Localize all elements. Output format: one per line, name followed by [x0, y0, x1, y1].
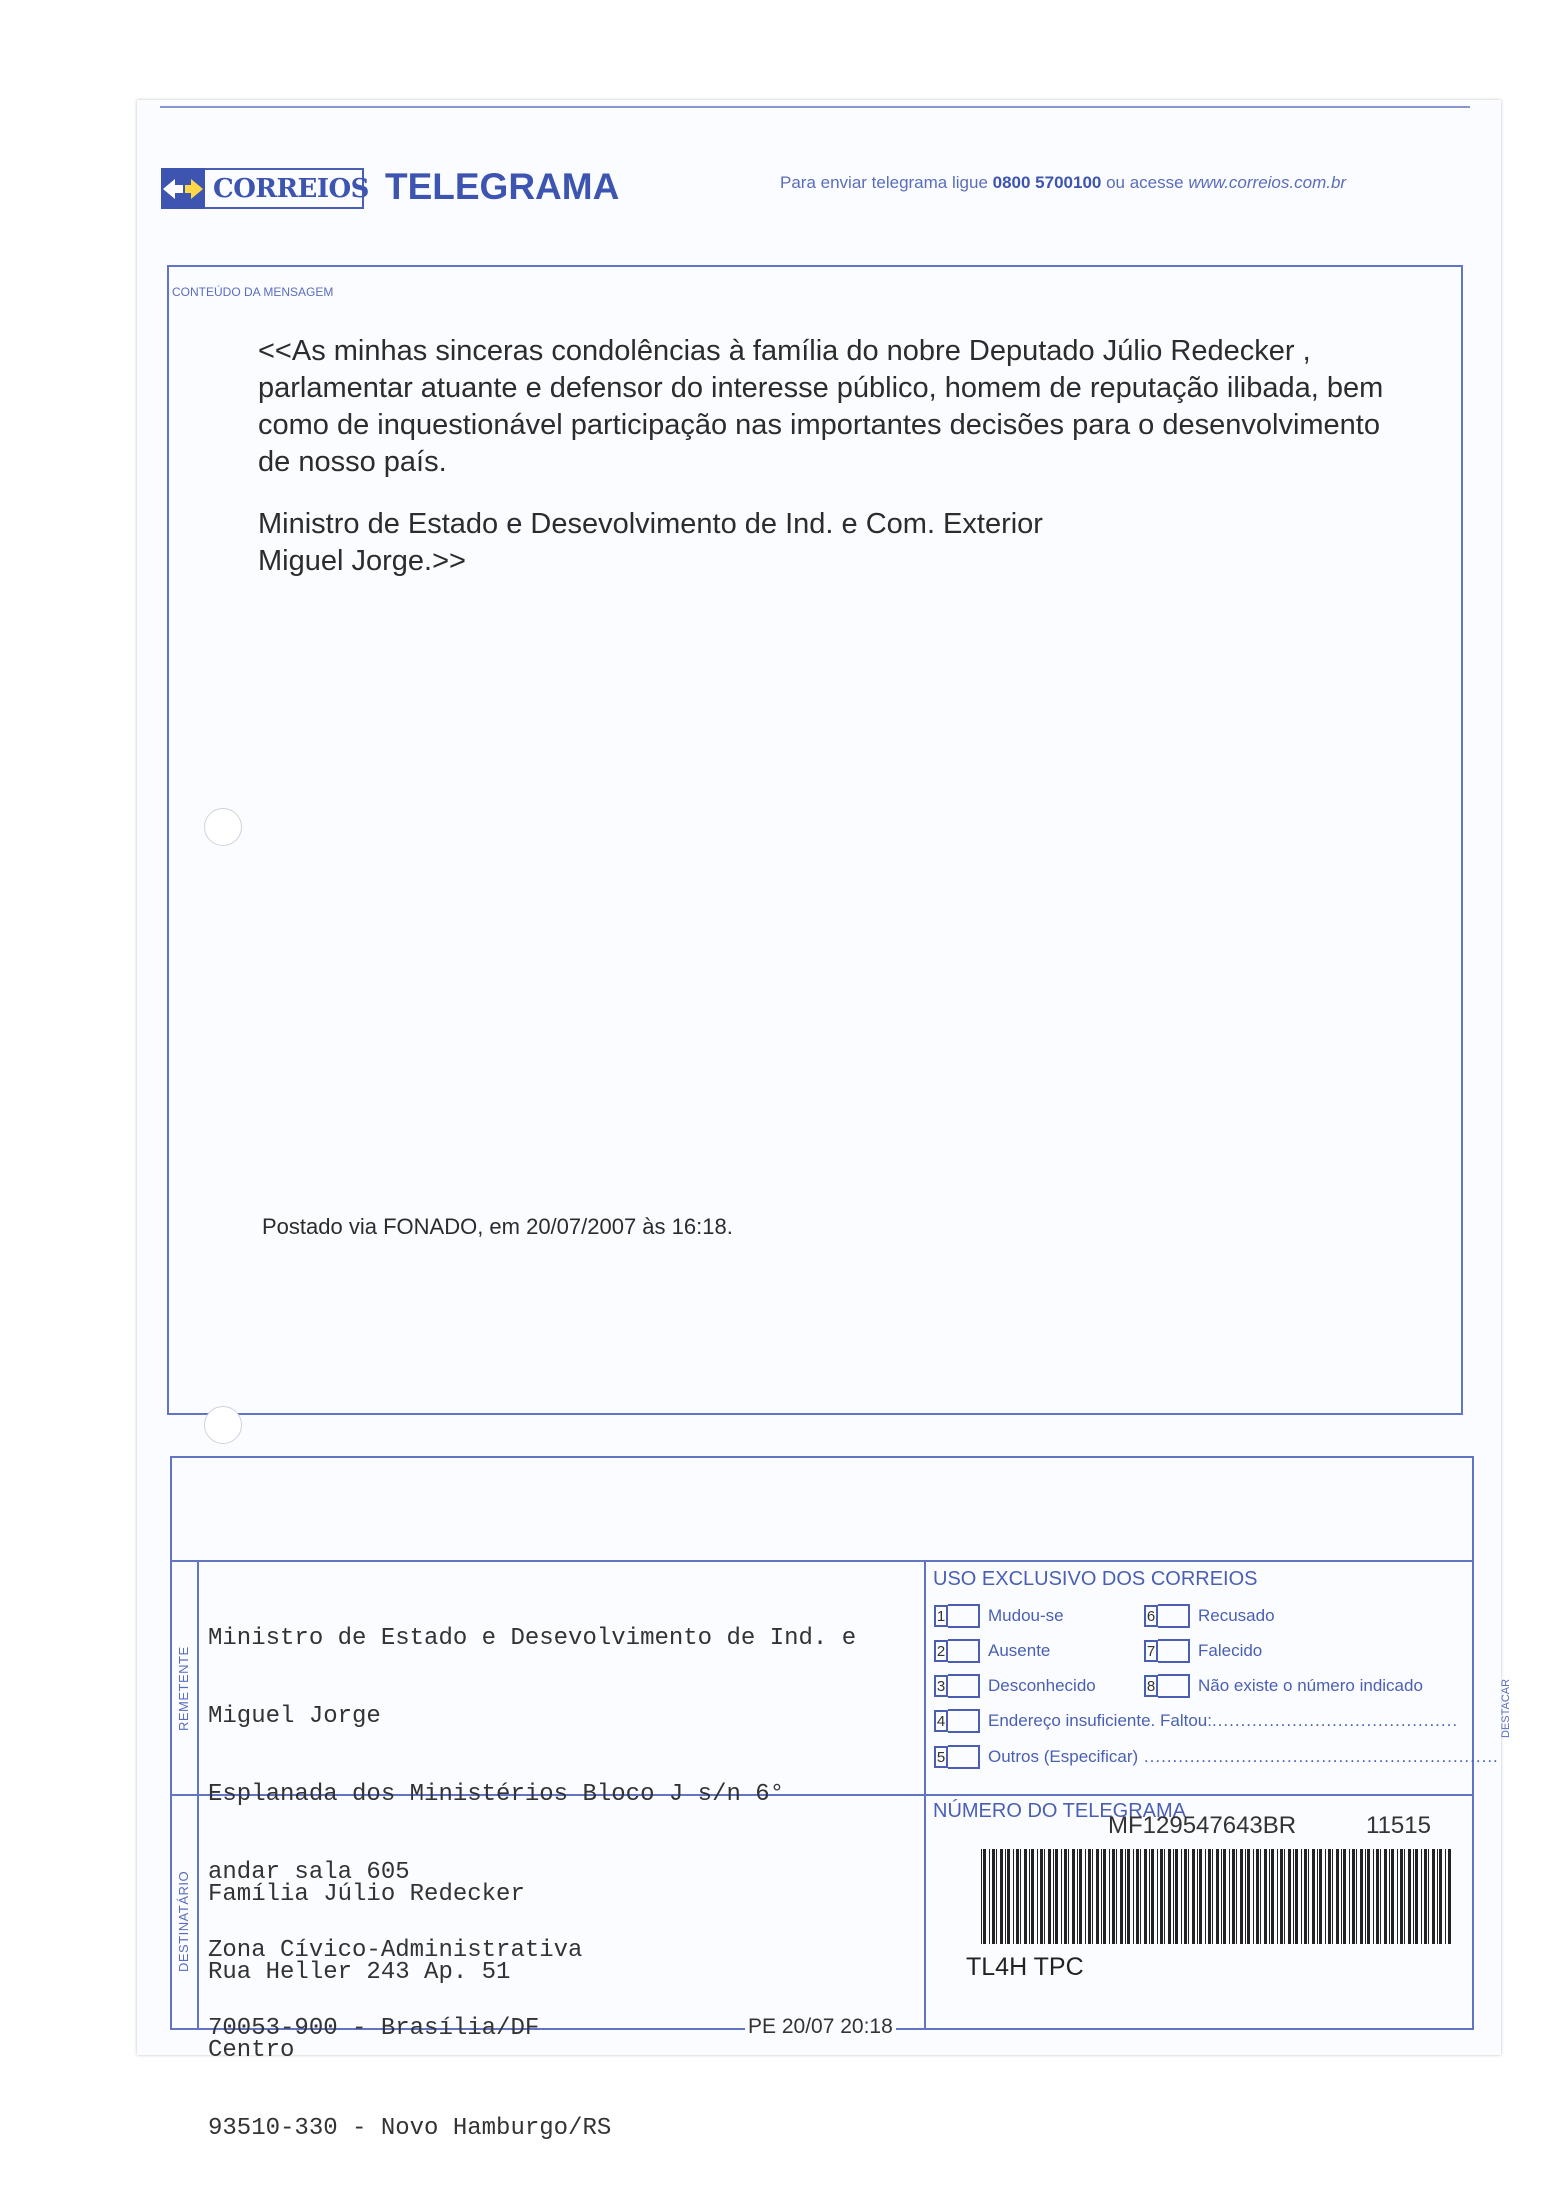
barcode-bar	[1005, 1849, 1006, 1944]
barcode-bar	[1181, 1849, 1182, 1944]
barcode-bar	[1061, 1849, 1062, 1944]
message-label: CONTEÚDO DA MENSAGEM	[172, 285, 334, 299]
message-signature-role: Ministro de Estado e Desevolvimento de Ind. e Com. Exterior	[258, 508, 1043, 540]
barcode-bar	[1432, 1849, 1435, 1944]
barcode-bar	[1064, 1849, 1067, 1944]
barcode-bar	[1397, 1849, 1398, 1944]
barcode-bar	[1088, 1849, 1091, 1944]
barcode-bar	[1260, 1849, 1261, 1944]
barcode-bar	[1389, 1849, 1390, 1944]
barcode	[981, 1849, 1451, 1944]
punch-hole	[204, 808, 242, 846]
sender-line: Zona Cívico-Administrativa	[208, 1937, 583, 1964]
barcode-bar	[1048, 1849, 1051, 1944]
barcode-bar	[1269, 1849, 1270, 1944]
recipient-line: Família Júlio Redecker	[208, 1881, 525, 1908]
barcode-bar	[1256, 1849, 1259, 1944]
header-rule	[160, 106, 1470, 108]
barcode-bar	[1013, 1849, 1014, 1944]
barcode-bar	[1424, 1849, 1427, 1944]
barcode-bar	[1404, 1849, 1405, 1944]
barcode-bar	[1336, 1849, 1339, 1944]
tracking-number: MF129547643BR	[1108, 1812, 1297, 1839]
recipient-label: DESTINATÁRIO	[176, 1870, 191, 1972]
barcode-bar	[1373, 1849, 1374, 1944]
message-paragraph: <<As minhas sinceras condolências à família do nobre Deputado Júlio Redecker , parlamentar atuante e defensor do interesse público, homem de reputação ilibada, bem como de inquestionável participação nas importantes decisões para o desenvolvimento de nosso país.	[258, 335, 1384, 478]
barcode-bar	[1208, 1849, 1211, 1944]
barcode-bar	[1232, 1849, 1235, 1944]
option-number-not-exist[interactable]	[1144, 1674, 1423, 1698]
barcode-bar	[983, 1849, 986, 1944]
barcode-bar	[1308, 1849, 1309, 1944]
barcode-bar	[1240, 1849, 1243, 1944]
barcode-bar	[1029, 1849, 1030, 1944]
barcode-bar	[1040, 1849, 1043, 1944]
postmark-stamp: PE 20/07 20:18	[745, 2015, 896, 2039]
barcode-bar	[1127, 1849, 1130, 1944]
barcode-bar	[1016, 1849, 1019, 1944]
barcode-bar	[1277, 1849, 1278, 1944]
barcode-bar	[1245, 1849, 1246, 1944]
option-label: Mudou-se	[988, 1606, 1064, 1625]
barcode-bar	[1293, 1849, 1294, 1944]
barcode-bar	[1317, 1849, 1318, 1944]
barcode-bar	[1288, 1849, 1291, 1944]
barcode-bar	[1125, 1849, 1126, 1944]
option-label: Ausente	[988, 1641, 1051, 1660]
option-label: Falecido	[1198, 1641, 1263, 1660]
checkbox[interactable]	[948, 1745, 980, 1769]
option-number: 7	[1144, 1640, 1158, 1662]
barcode-bar	[1149, 1849, 1150, 1944]
barcode-bar	[1140, 1849, 1141, 1944]
barcode-bar	[1037, 1849, 1038, 1944]
barcode-bar	[1352, 1849, 1355, 1944]
barcode-bar	[1020, 1849, 1021, 1944]
barcode-bar	[1188, 1849, 1189, 1944]
option-unknown[interactable]	[934, 1674, 1096, 1698]
punch-hole	[204, 1406, 242, 1444]
barcode-bar	[1332, 1849, 1333, 1944]
barcode-bar	[1413, 1849, 1414, 1944]
document-title: TELEGRAMA	[385, 166, 620, 207]
barcode-bar	[1044, 1849, 1045, 1944]
option-number: 5	[934, 1746, 948, 1768]
barcode-bar	[1445, 1849, 1446, 1944]
address-divider-top	[170, 1560, 1474, 1562]
checkbox[interactable]	[948, 1674, 980, 1698]
option-number: 8	[1144, 1675, 1158, 1697]
barcode-bar	[1112, 1849, 1115, 1944]
barcode-bar	[1136, 1849, 1139, 1944]
barcode-bar	[981, 1849, 982, 1944]
fill-in-dots: ..............................................................	[1138, 1747, 1499, 1766]
barcode-bar	[1205, 1849, 1206, 1944]
option-label: Recusado	[1198, 1606, 1275, 1625]
recipient-address	[208, 1830, 611, 2168]
barcode-bar	[1223, 1849, 1226, 1944]
barcode-bar	[1160, 1849, 1163, 1944]
barcode-bar	[1079, 1849, 1082, 1944]
option-number: 6	[1144, 1605, 1158, 1627]
barcode-bar	[1247, 1849, 1250, 1944]
barcode-bar	[1437, 1849, 1438, 1944]
option-others[interactable]	[934, 1745, 1499, 1769]
barcode-bar	[1024, 1849, 1027, 1944]
barcode-bar	[1000, 1849, 1003, 1944]
barcode-bar	[1109, 1849, 1110, 1944]
option-label: Outros (Especificar)	[988, 1747, 1139, 1766]
barcode-bar	[1164, 1849, 1165, 1944]
barcode-bar	[1428, 1849, 1429, 1944]
barcode-bar	[1053, 1849, 1054, 1944]
barcode-bar	[1216, 1849, 1219, 1944]
barcode-bar	[1221, 1849, 1222, 1944]
checkbox[interactable]	[1158, 1674, 1190, 1698]
barcode-bar	[992, 1849, 995, 1944]
barcode-bar	[1085, 1849, 1086, 1944]
contact-middle: ou acesse	[1101, 173, 1189, 192]
option-label: Não existe o número indicado	[1198, 1676, 1423, 1695]
barcode-bar	[1212, 1849, 1213, 1944]
barcode-bar	[1120, 1849, 1123, 1944]
office-code: 11515	[1366, 1812, 1431, 1839]
contact-site: www.correios.com.br	[1188, 173, 1347, 192]
barcode-bar	[1284, 1849, 1285, 1944]
barcode-caption: TL4H TPC	[966, 1953, 1084, 1981]
barcode-bar	[1312, 1849, 1315, 1944]
barcode-bar	[1133, 1849, 1134, 1944]
barcode-bar	[1068, 1849, 1069, 1944]
detach-label: DESTACAR	[1500, 1678, 1512, 1738]
address-column-divider	[924, 1560, 926, 2030]
barcode-bar	[1380, 1849, 1381, 1944]
fill-in-dots: ...........................................	[1211, 1711, 1459, 1730]
barcode-bar	[1168, 1849, 1171, 1944]
sender-line: andar sala 605	[208, 1859, 410, 1886]
barcode-bar	[1253, 1849, 1254, 1944]
barcode-bar	[1319, 1849, 1322, 1944]
option-moved[interactable]	[934, 1604, 1064, 1628]
barcode-bar	[1439, 1849, 1442, 1944]
correios-logo-icon	[161, 168, 205, 209]
sender-line: Ministro de Estado e Desevolvimento de Ind. e	[208, 1625, 857, 1652]
barcode-bar	[1271, 1849, 1274, 1944]
post-office-use-title: USO EXCLUSIVO DOS CORREIOS	[933, 1568, 1258, 1590]
checkbox[interactable]	[948, 1709, 980, 1733]
option-number: 1	[934, 1605, 948, 1627]
barcode-bar	[996, 1849, 997, 1944]
barcode-bar	[1175, 1849, 1178, 1944]
barcode-bar	[1415, 1849, 1418, 1944]
barcode-bar	[1384, 1849, 1387, 1944]
brand-name: CORREIOS	[213, 173, 369, 204]
barcode-bar	[1304, 1849, 1307, 1944]
barcode-bar	[1280, 1849, 1283, 1944]
barcode-bar	[1007, 1849, 1010, 1944]
barcode-bar	[1229, 1849, 1230, 1944]
label-column-divider	[197, 1560, 199, 2030]
barcode-bar	[1055, 1849, 1058, 1944]
barcode-bar	[1448, 1849, 1451, 1944]
option-label: Endereço insuficiente. Faltou:	[988, 1711, 1212, 1730]
barcode-bar	[1376, 1849, 1379, 1944]
checkbox[interactable]	[1158, 1604, 1190, 1628]
barcode-bar	[1144, 1849, 1147, 1944]
barcode-bar	[1360, 1849, 1363, 1944]
barcode-bar	[1391, 1849, 1394, 1944]
barcode-bar	[1400, 1849, 1403, 1944]
option-number: 4	[934, 1710, 948, 1732]
barcode-bar	[1116, 1849, 1117, 1944]
barcode-bar	[1356, 1849, 1357, 1944]
barcode-bar	[1077, 1849, 1078, 1944]
telegram-number-title: NÚMERO DO TELEGRAMA	[933, 1800, 1186, 1822]
option-refused[interactable]	[1144, 1604, 1275, 1628]
option-deceased[interactable]	[1144, 1639, 1262, 1663]
checkbox[interactable]	[1158, 1639, 1190, 1663]
barcode-bar	[1341, 1849, 1342, 1944]
barcode-bar	[1031, 1849, 1034, 1944]
option-absent[interactable]	[934, 1639, 1050, 1663]
barcode-bar	[1103, 1849, 1106, 1944]
barcode-bar	[1173, 1849, 1174, 1944]
barcode-bar	[1096, 1849, 1099, 1944]
correios-logo	[161, 168, 369, 209]
option-number: 2	[934, 1640, 948, 1662]
barcode-bar	[1101, 1849, 1102, 1944]
message-body	[258, 333, 1408, 580]
barcode-bar	[1365, 1849, 1366, 1944]
barcode-bar	[1367, 1849, 1370, 1944]
barcode-bar	[1157, 1849, 1158, 1944]
barcode-bar	[1301, 1849, 1302, 1944]
checkbox[interactable]	[948, 1639, 980, 1663]
checkbox[interactable]	[948, 1604, 980, 1628]
option-number: 3	[934, 1675, 948, 1697]
barcode-bar	[1151, 1849, 1154, 1944]
recipient-line: Rua Heller 243 Ap. 51	[208, 1959, 511, 1986]
barcode-bar	[1092, 1849, 1093, 1944]
barcode-bar	[1349, 1849, 1350, 1944]
contact-prefix: Para enviar telegrama ligue	[780, 173, 993, 192]
barcode-bar	[1408, 1849, 1411, 1944]
barcode-bar	[1325, 1849, 1326, 1944]
barcode-bar	[1421, 1849, 1422, 1944]
recipient-line: Centro	[208, 2037, 295, 2064]
contact-phone: 0800 5700100	[992, 173, 1102, 192]
message-signature-name: Miguel Jorge.>>	[258, 545, 466, 577]
sender-line: Esplanada dos Ministérios Bloco J s/n 6°	[208, 1781, 785, 1808]
barcode-bar	[1343, 1849, 1346, 1944]
posted-line: Postado via FONADO, em 20/07/2007 às 16:18.	[262, 1214, 733, 1239]
option-label: Desconhecido	[988, 1676, 1096, 1695]
recipient-line: 93510-330 - Novo Hamburgo/RS	[208, 2115, 612, 2142]
barcode-bar	[1264, 1849, 1267, 1944]
barcode-bar	[1199, 1849, 1202, 1944]
barcode-bar	[1295, 1849, 1298, 1944]
barcode-bar	[1236, 1849, 1237, 1944]
sender-line: Miguel Jorge	[208, 1703, 381, 1730]
sender-line: 70053-900 - Brasília/DF	[208, 2015, 540, 2042]
barcode-bar	[989, 1849, 990, 1944]
option-insufficient-address[interactable]	[934, 1709, 1458, 1733]
contact-line	[780, 173, 1346, 193]
sender-label: REMETENTE	[176, 1646, 191, 1731]
barcode-bar	[1328, 1849, 1331, 1944]
barcode-bar	[1072, 1849, 1075, 1944]
barcode-bar	[1184, 1849, 1187, 1944]
barcode-bar	[1197, 1849, 1198, 1944]
barcode-bar	[1192, 1849, 1195, 1944]
